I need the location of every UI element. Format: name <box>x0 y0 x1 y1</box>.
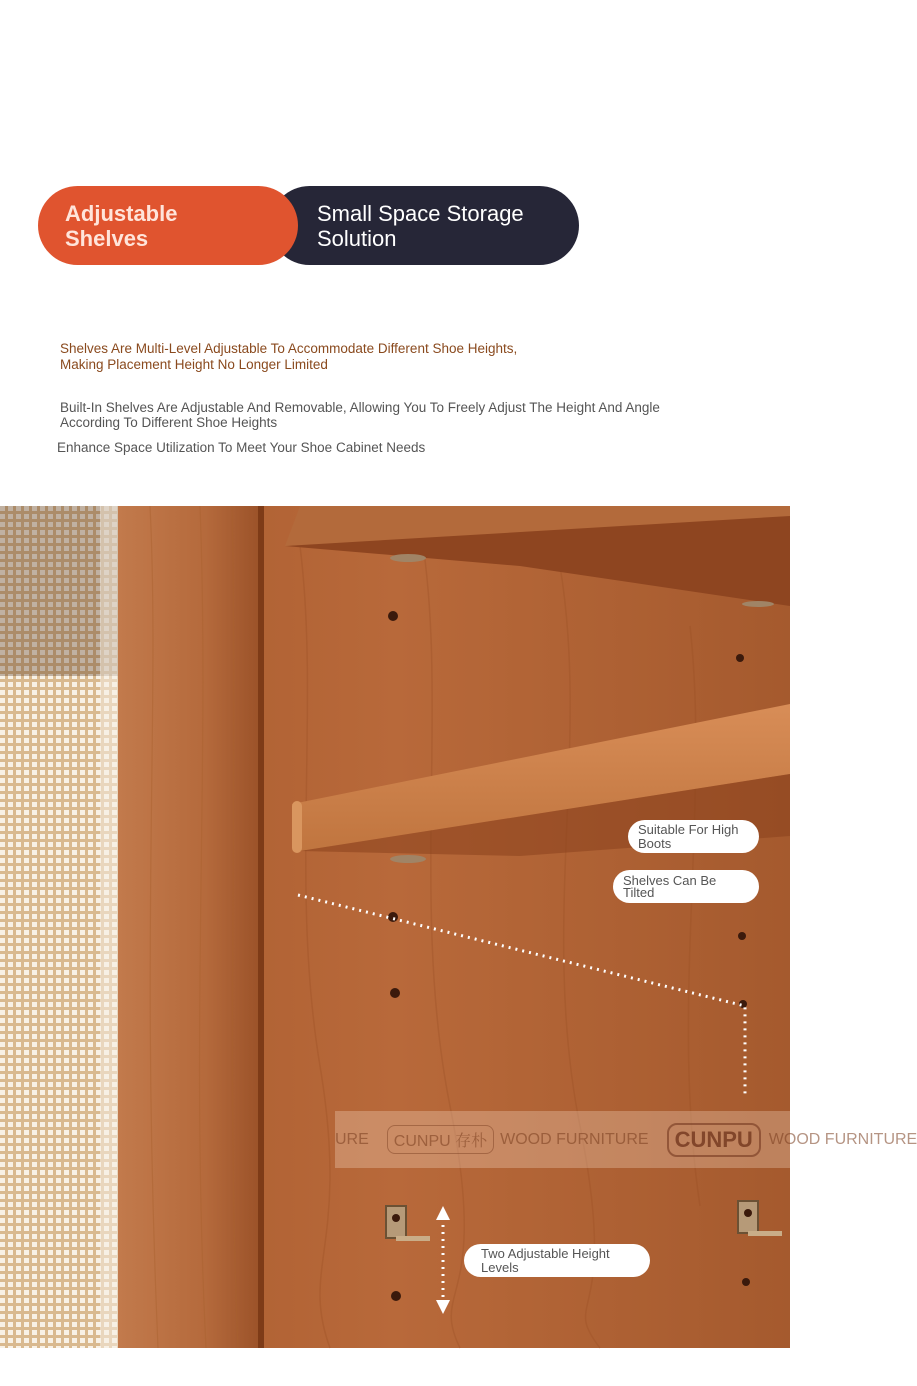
adjustable-shelves-badge <box>38 186 298 265</box>
cabinet-illustration <box>0 506 790 1348</box>
adjustable-shelves-line1: Adjustable <box>65 200 178 226</box>
small-space-badge-line2: Solution <box>317 225 397 251</box>
small-space-badge-line1: Small Space Storage <box>317 200 524 226</box>
highlight-description <box>60 341 580 373</box>
cabinet-photo <box>0 506 790 1348</box>
tag-tilted-line1: Shelves Can Be <box>623 872 717 888</box>
tag-height-levels <box>464 1244 650 1277</box>
summary-description: Enhance Space Utilization To Meet Your Shoe Cabinet Needs <box>57 440 426 455</box>
watermark-brand-small: CUNPU 存朴 <box>387 1125 494 1154</box>
tag-tilted-line2: Tilted <box>623 884 655 900</box>
tag-high-boots <box>628 820 759 853</box>
highlight-line2: Making Placement Height No Longer Limited <box>60 357 328 372</box>
tag-high-boots-line1: Suitable For High <box>638 821 739 837</box>
adjustable-shelves-line2: Shelves <box>65 225 149 251</box>
watermark-wood-furniture-2: WOOD FURNITURE <box>768 1130 917 1148</box>
watermark-wood-furniture-1: WOOD FURNITURE <box>500 1130 649 1148</box>
tag-high-boots-line2: Boots <box>638 835 672 851</box>
tag-tilted <box>613 870 759 903</box>
watermark-brand-large: CUNPU <box>667 1123 761 1157</box>
brand-watermark <box>335 1111 917 1168</box>
small-space-badge <box>270 186 579 265</box>
highlight-line1: Shelves Are Multi-Level Adjustable To Accommodate Different Shoe Heights, <box>60 341 518 356</box>
detail-line2: According To Different Shoe Heights <box>60 415 278 430</box>
tag-height-levels-line1: Two Adjustable Height <box>481 1245 610 1261</box>
detail-line1: Built-In Shelves Are Adjustable And Removable, Allowing You To Freely Adjust The Height And Angle <box>60 400 660 415</box>
detail-description <box>60 400 750 430</box>
tag-height-levels-line2: Levels <box>481 1259 519 1275</box>
watermark-fragment: URE <box>335 1130 369 1148</box>
